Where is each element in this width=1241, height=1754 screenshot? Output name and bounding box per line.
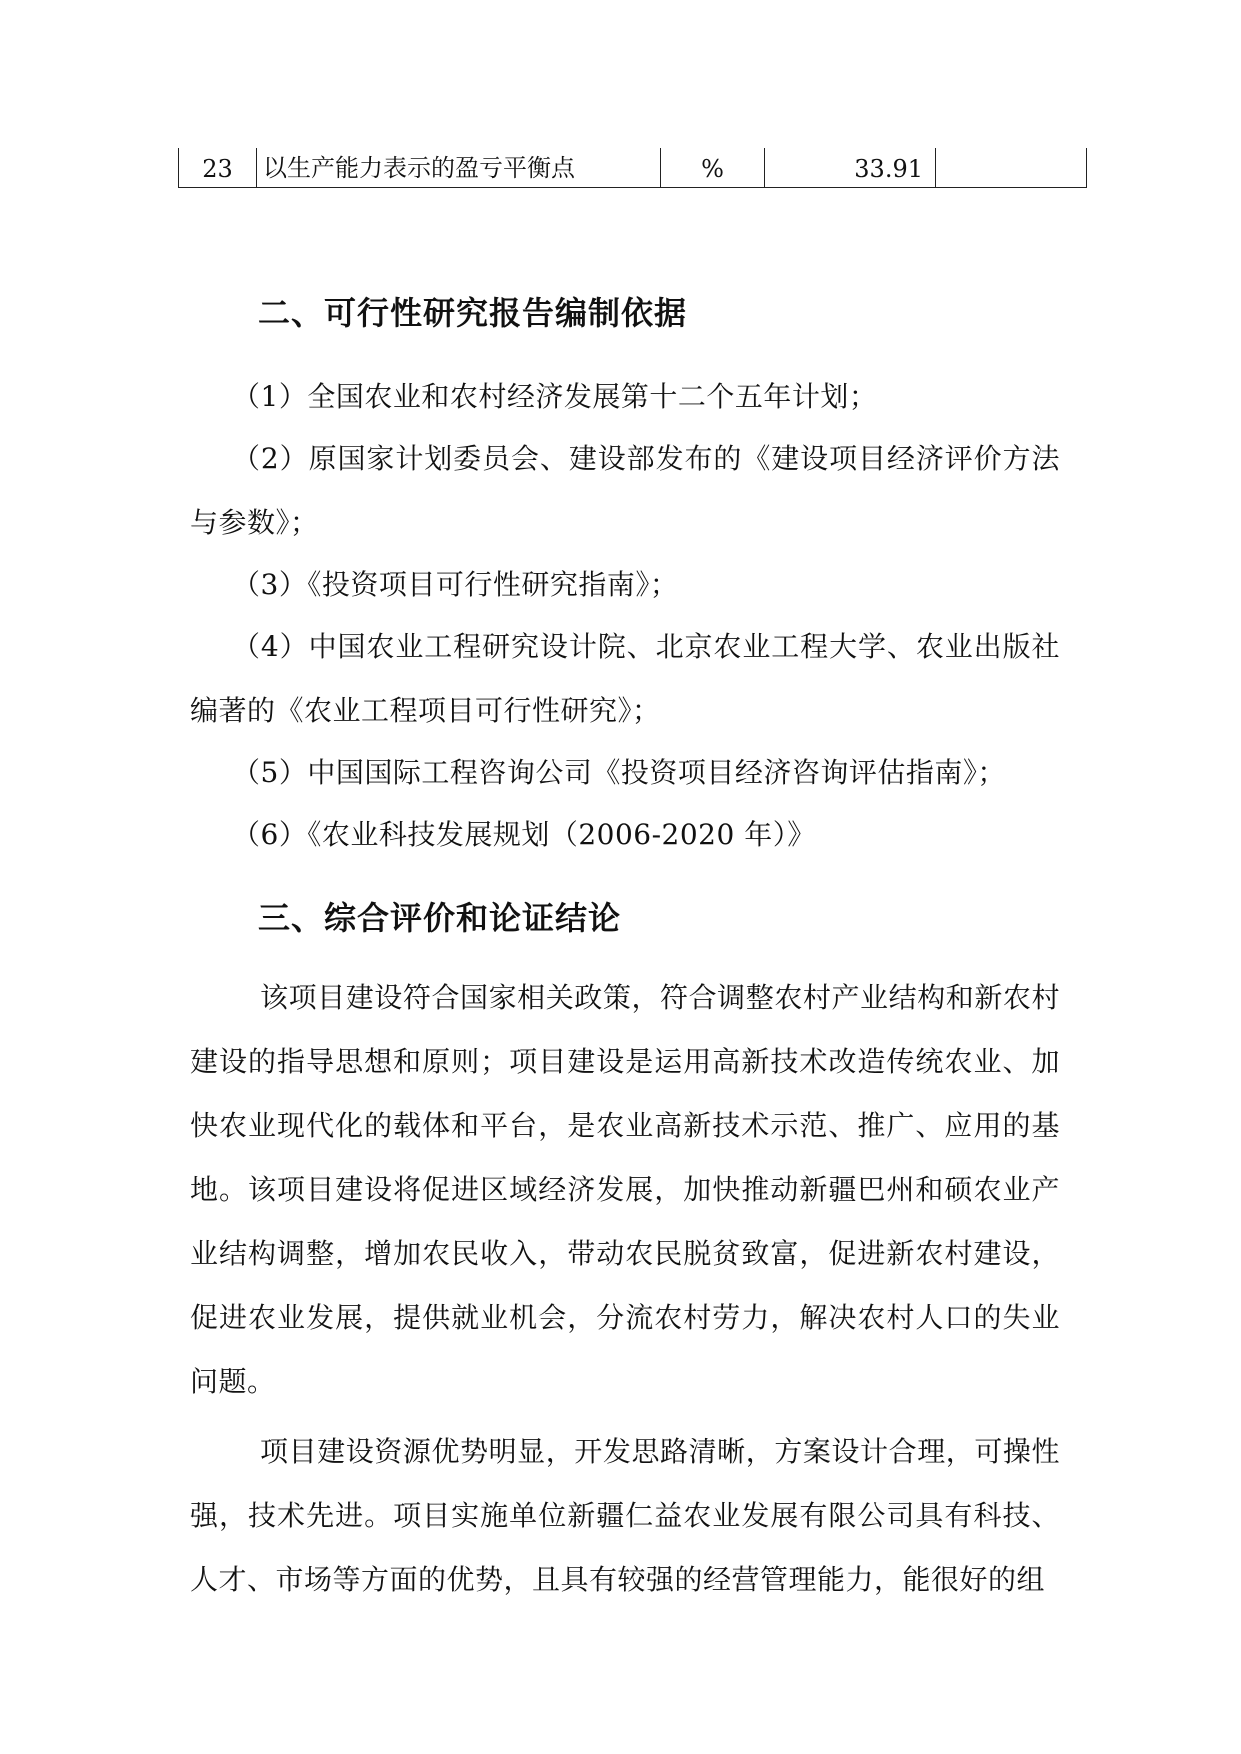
- value-cell: 33.91: [765, 148, 936, 188]
- indicator-name-cell: 以生产能力表示的盈亏平衡点: [257, 148, 661, 188]
- basis-item-1: （1）全国农业和农村经济发展第十二个五年计划；: [232, 380, 878, 413]
- row-number-cell: 23: [179, 148, 257, 188]
- table-row: [179, 148, 1087, 188]
- basis-item-2: （2）原国家计划委员会、建设部发布的《建设项目经济评价方法与参数》；: [190, 442, 1060, 539]
- note-cell: [936, 148, 1087, 188]
- indicator-table-fragment: [178, 148, 1087, 188]
- basis-item-6: （6）《农业科技发展规划（2006-2020 年）》: [232, 818, 816, 851]
- unit-cell: %: [661, 148, 765, 188]
- conclusion-paragraph-1: 该项目建设符合国家相关政策，符合调整农村产业结构和新农村建设的指导思想和原则；项目建设是运用高新技术改造传统农业、加快农业现代化的载体和平台，是农业高新技术示范、推广、应用的基地。该项目建设将促进区域经济发展，加快推动新疆巴州和硕农业产业结构调整，增加农民收入，带动农民脱贫致富，促进新农村建设，促进农业发展，提供就业机会，分流农村劳力，解决农村人口的失业问题。: [190, 981, 1060, 1398]
- basis-item-5: （5）中国国际工程咨询公司《投资项目经济咨询评估指南》；: [232, 756, 1006, 789]
- section-heading-conclusion: 三、综合评价和论证结论: [258, 899, 622, 937]
- conclusion-paragraph-2: 项目建设资源优势明显，开发思路清晰，方案设计合理，可操性强，技术先进。项目实施单位新疆仁益农业发展有限公司具有科技、人才、市场等方面的优势，且具有较强的经营管理能力，能很好的组: [190, 1435, 1060, 1596]
- basis-item-3: （3）《投资项目可行性研究指南》；: [232, 568, 679, 601]
- section-heading-basis: 二、可行性研究报告编制依据: [258, 294, 688, 332]
- basis-item-4: （4）中国农业工程研究设计院、北京农业工程大学、农业出版社编著的《农业工程项目可行性研究》；: [190, 630, 1060, 727]
